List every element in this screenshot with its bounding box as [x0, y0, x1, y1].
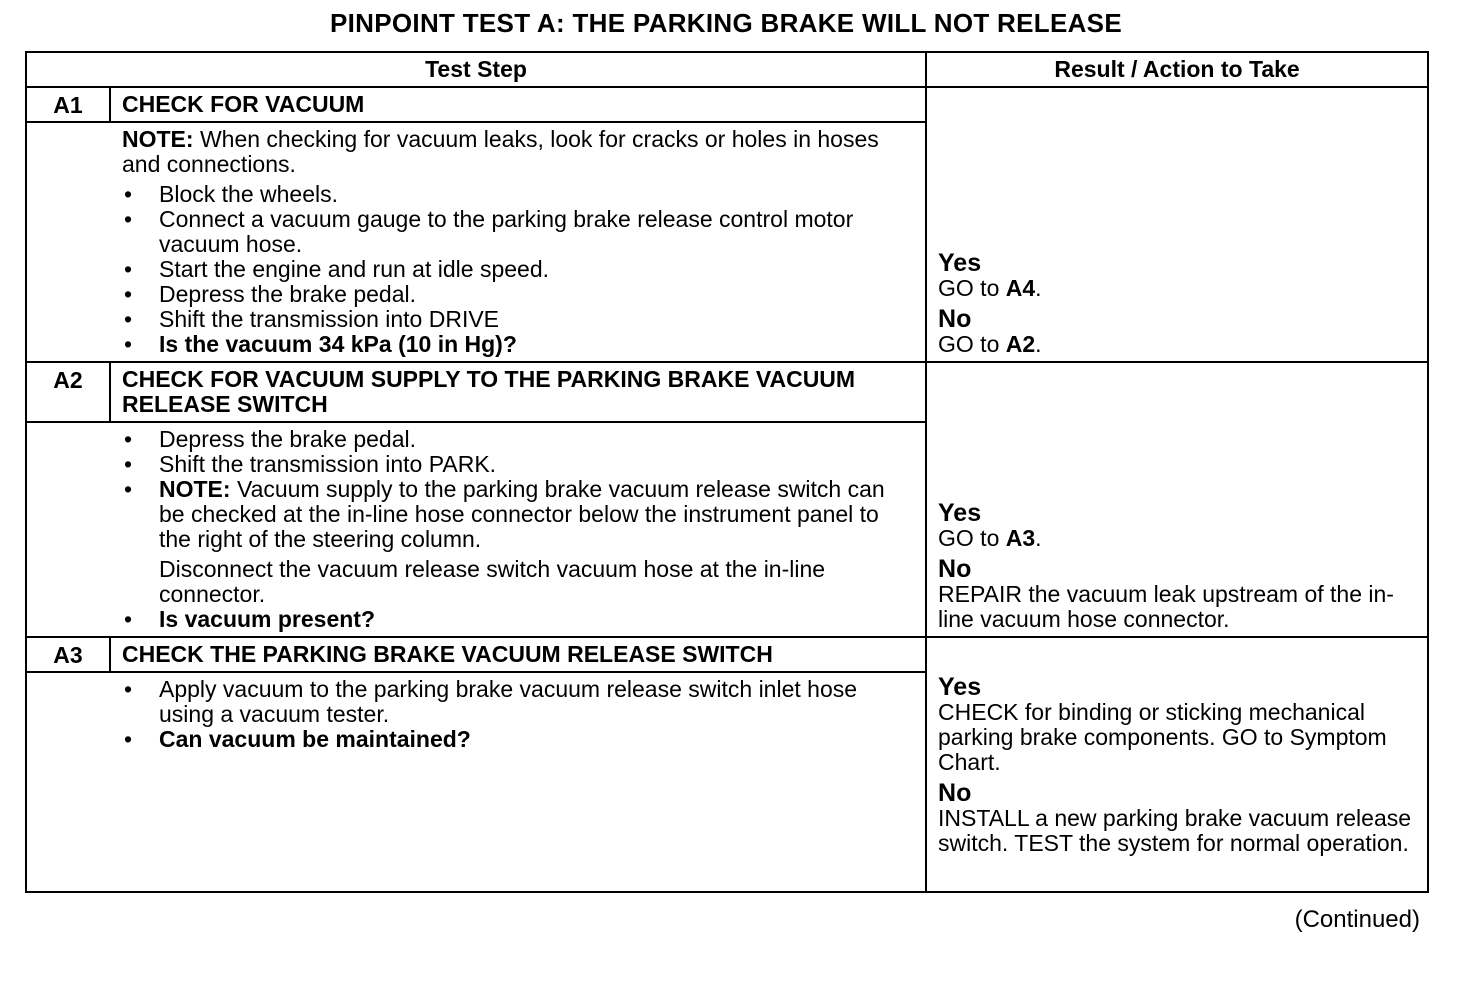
- step-a1-title-row: [26, 87, 1428, 122]
- list-item: • Is the vacuum 34 kPa (10 in Hg)?: [124, 331, 517, 357]
- list-item: • NOTE: Vacuum supply to the parking brake vacuum release switch can be checked at the in-line hose connector below the instrument panel to the right of the steering column.: [124, 476, 885, 552]
- yes-label: Yes: [938, 499, 982, 527]
- yes-label: Yes: [938, 249, 982, 277]
- step-id: A1: [26, 87, 110, 122]
- list-item: • Depress the brake pedal.: [124, 426, 416, 452]
- step-a2-body: [110, 422, 926, 637]
- step-a1-body: [110, 122, 926, 362]
- header-test-step: Test Step: [26, 52, 926, 87]
- bullet-list: [122, 677, 915, 752]
- go-target: A4: [1005, 275, 1036, 301]
- go-target: A3: [1005, 525, 1036, 551]
- list-item: • Depress the brake pedal.: [124, 281, 416, 307]
- yes-label: Yes: [938, 673, 982, 701]
- list-item: • Can vacuum be maintained?: [124, 726, 471, 752]
- no-label: No: [938, 779, 972, 807]
- page-title: PINPOINT TEST A: THE PARKING BRAKE WILL NOT RELEASE: [330, 8, 1122, 38]
- list-item: • Shift the transmission into PARK.: [124, 451, 497, 477]
- step-a3-result: [926, 637, 1428, 892]
- yes-action: GO to A4.: [938, 275, 1042, 301]
- continuation-text: Disconnect the vacuum release switch vacuum hose at the in-line connector.: [159, 556, 826, 607]
- list-item: • Apply vacuum to the parking brake vacuum release switch inlet hose using a vacuum tester.: [124, 676, 858, 727]
- step-a3-title-row: [26, 637, 1428, 672]
- list-item: • Start the engine and run at idle speed.: [124, 256, 550, 282]
- step-title: CHECK FOR VACUUM: [110, 87, 926, 122]
- bullet-list: [122, 427, 915, 552]
- step-a2-result: [926, 362, 1428, 637]
- step-title: CHECK FOR VACUUM SUPPLY TO THE PARKING BRAKE VACUUM RELEASE SWITCH: [110, 362, 926, 422]
- list-item: • Is vacuum present?: [124, 606, 376, 632]
- header-result: Result / Action to Take: [926, 52, 1428, 87]
- pinpoint-test-table: [25, 51, 1429, 893]
- no-action: REPAIR the vacuum leak upstream of the in-line vacuum hose connector.: [938, 581, 1394, 632]
- go-target: A2: [1005, 331, 1036, 357]
- bullet-list: [122, 182, 915, 357]
- list-item: • Shift the transmission into DRIVE: [124, 306, 500, 332]
- no-action: INSTALL a new parking brake vacuum release switch. TEST the system for normal operation.: [938, 805, 1412, 856]
- list-item: • Connect a vacuum gauge to the parking brake release control motor vacuum hose.: [124, 206, 854, 257]
- step-a1-result: [926, 87, 1428, 362]
- table-header-row: [26, 52, 1428, 87]
- list-item: • Block the wheels.: [124, 181, 338, 207]
- step-title: CHECK THE PARKING BRAKE VACUUM RELEASE SWITCH: [110, 637, 926, 672]
- no-label: No: [938, 555, 972, 583]
- continued-label: (Continued): [1294, 906, 1420, 933]
- no-label: No: [938, 305, 972, 333]
- yes-action: GO to A3.: [938, 525, 1042, 551]
- bullet-list: [122, 607, 915, 632]
- step-a2-title-row: [26, 362, 1428, 422]
- yes-action: CHECK for binding or sticking mechanical parking brake components. GO to Symptom Chart.: [938, 699, 1387, 775]
- no-action: GO to A2.: [938, 331, 1042, 357]
- step-a3-body: [110, 672, 926, 892]
- step-id: A2: [26, 362, 110, 422]
- step-id: A3: [26, 637, 110, 672]
- note: NOTE: When checking for vacuum leaks, look for cracks or holes in hoses and connections.: [122, 126, 879, 177]
